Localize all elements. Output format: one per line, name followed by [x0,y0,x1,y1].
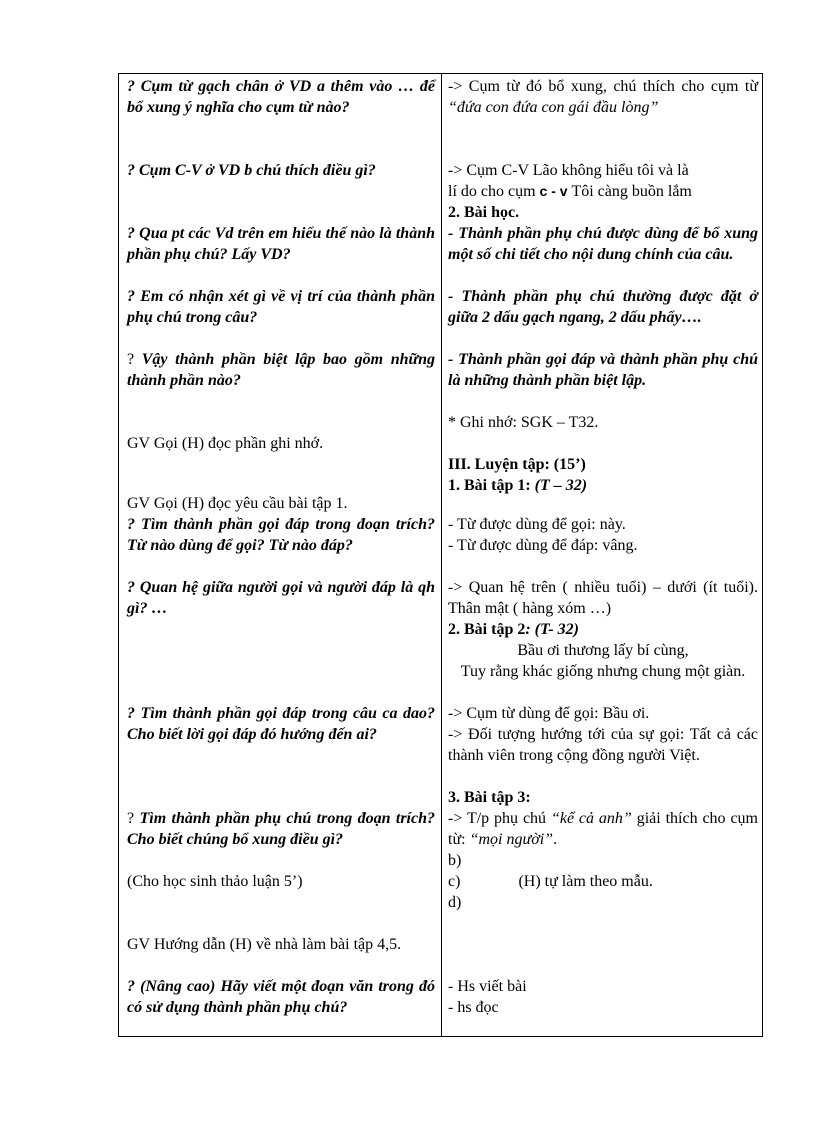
exercise-1-answer-word: - Từ được dùng để đáp: vâng. [448,537,638,554]
question-position: ? Em có nhận xét gì về vị trí của thành phần phụ chú trong câu? [127,288,435,326]
teacher-instruction-ex1: GV Gọi (H) đọc yêu cầu bài tập 1. [127,495,348,512]
teacher-homework: GV Hướng dẫn (H) về nhà làm bài tập 4,5. [127,936,402,953]
heading-exercise-3: 3. Bài tập 3: [448,789,531,806]
question-text: Tìm thành phần phụ chú trong đoạn trích? Cho biết chúng bổ xung điều gì? [127,810,435,848]
answer-isolated-components: - Thành phần gọi đáp và thành phần phụ chú là những thành phần biệt lập. [448,351,758,389]
question-find-parenthetical [127,808,435,850]
teacher-instruction-memo: GV Gọi (H) đọc phần ghi nhớ. [127,435,324,452]
exercise-3-answer-a: -> T/p phụ chú “kể cả anh” giải thích cho cụm từ: “mọi người”. [448,810,758,848]
folk-verse-line-1: Bầu ơi thương lấy bí cùng, [517,642,689,659]
heading-lesson: 2. Bài học. [448,204,520,221]
heading-practice: III. Luyện tập: (15’) [448,456,586,473]
question-text: Vậy thành phần biệt lập bao gồm những thành phần nào? [127,351,435,389]
column-divider [441,73,442,1037]
question-prefix: ? [127,351,142,368]
question-definition: ? Qua pt các Vd trên em hiểu thế nào là thành phần phụ chú? Lấy VD? [127,225,435,263]
folk-verse-line-2: Tuy rằng khác giống nhưng chung một giàn. [460,663,746,680]
answer-phrase-explanation: -> Cụm từ đó bổ xung, chú thích cho cụm từ “đứa con đứa con gái đầu lòng” [448,78,758,116]
exercise-3-item-d: d) [448,894,462,911]
question-prefix: ? [127,810,140,827]
student-reads: - hs đọc [448,999,499,1016]
heading-exercise-1: 1. Bài tập 1: (T – 32) [448,477,588,494]
question-find-vocative: ? Tìm thành phần gọi đáp trong đoạn trích? Từ nào dùng để gọi? Từ nào đáp? [127,516,435,554]
exercise-3-item-b: b) [448,852,462,869]
answer-position: - Thành phần phụ chú thường được đặt ở giữa 2 dấu gạch ngang, 2 dấu phẩy…. [448,288,758,326]
heading-exercise-2: 2. Bài tập 2: (T- 32) [448,621,579,638]
exercise-3-item-c: c) (H) tự làm theo mẫu. [448,873,653,890]
discussion-note: (Cho học sinh thảo luận 5’) [127,873,303,890]
question-underlined-phrase: ? Cụm từ gạch chân ở VD a thêm vào … để bổ xung ý nghĩa cho cụm từ nào? [127,78,435,116]
student-writes: - Hs viết bài [448,978,527,995]
memo-reference: * Ghi nhớ: SGK – T32. [448,414,599,431]
exercise-1-call-word: - Từ được dùng để gọi: này. [448,516,626,533]
question-folk-verse: ? Tìm thành phần gọi đáp trong câu ca dao? Cho biết lời gọi đáp đó hướng đến ai? [127,705,435,743]
answer-cv-line2: lí do cho cụm c - v Tôi càng buồn lắm [448,183,692,200]
answer-definition: - Thành phần phụ chú được dùng để bổ xung một số chi tiết cho nội dung chính của câu. [448,225,758,263]
question-advanced: ? (Nâng cao) Hãy viết một đoạn văn trong đó có sử dụng thành phần phụ chú? [127,978,435,1016]
exercise-1-relationship: -> Quan hệ trên ( nhiều tuổi) – dưới (ít tuổi). Thân mật ( hàng xóm …) [448,579,758,617]
question-isolated-components [127,349,435,391]
answer-cv-line1: -> Cụm C-V Lão không hiểu tôi và là [448,162,689,179]
question-cv-cluster: ? Cụm C-V ở VD b chú thích điều gì? [127,162,376,179]
exercise-2-target: -> Đối tượng hướng tới của sự gọi: Tất cả các thành viên trong cộng đồng người Việt. [448,726,758,764]
question-relationship: ? Quan hệ giữa người gọi và người đáp là qh gì? … [127,579,435,617]
exercise-2-call-phrase: -> Cụm từ dùng để gọi: Bầu ơi. [448,705,650,722]
